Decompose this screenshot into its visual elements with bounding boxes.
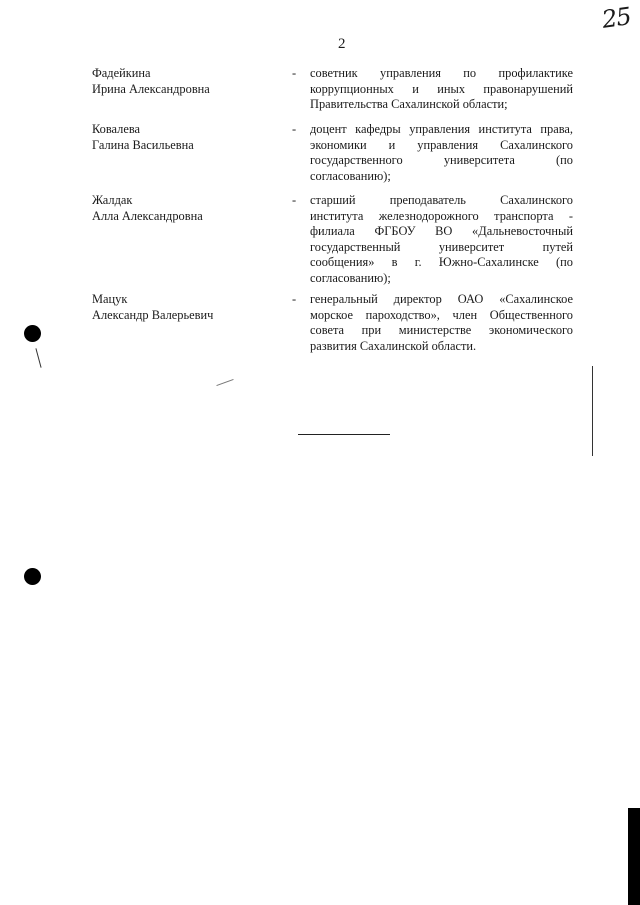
position-line: старший преподаватель Сахалинского: [310, 193, 573, 207]
position-line: государственный университет путей: [310, 239, 573, 254]
member-name: [92, 292, 282, 323]
member-given-names: Александр Валерьевич: [92, 307, 214, 322]
member-given-names: Алла Александровна: [92, 208, 203, 223]
position-line: филиала ФГБОУ ВО «Дальневосточный: [310, 224, 573, 238]
position-line: экономики и управления Сахалинского: [310, 137, 573, 152]
member-given-names: Галина Васильевна: [92, 137, 194, 152]
scan-edge-line: [592, 366, 593, 456]
position-line: развития Сахалинской области.: [310, 338, 477, 353]
position-line: совета при министерстве экономического: [310, 323, 573, 337]
scan-speck: [35, 348, 41, 368]
position-line: согласованию);: [310, 270, 391, 285]
position-line: морское пароходство», член Общественного: [310, 307, 573, 322]
member-name: [92, 66, 282, 97]
entry-dash: -: [292, 292, 297, 306]
position-line: доцент кафедры управления института права,: [310, 122, 573, 136]
member-surname: Мацук: [92, 292, 128, 306]
member-surname: Ковалева: [92, 122, 141, 136]
position-line: согласованию);: [310, 168, 391, 183]
member-surname: Жалдак: [92, 193, 133, 207]
position-line: Правительства Сахалинской области;: [310, 97, 508, 111]
member-name: [92, 193, 282, 224]
position-line: советник управления по профилактике: [310, 66, 573, 80]
entry-dash: -: [292, 193, 297, 207]
punch-hole-mark: [24, 568, 41, 585]
member-name: [92, 122, 282, 153]
position-line: коррупционных и иных правонарушений: [310, 81, 573, 96]
punch-hole-mark: [24, 325, 41, 342]
position-line: сообщения» в г. Южно-Сахалинске (по: [310, 255, 573, 269]
member-surname: Фадейкина: [92, 66, 151, 80]
member-given-names: Ирина Александровна: [92, 81, 210, 96]
handwritten-page-number: 25: [600, 2, 633, 34]
member-position: [310, 292, 573, 354]
entry-dash: -: [292, 122, 297, 136]
member-position: [310, 66, 573, 113]
position-line: генеральный директор ОАО «Сахалинское: [310, 292, 573, 306]
end-of-list-rule: [298, 434, 390, 435]
scan-edge-mark: [628, 808, 640, 905]
member-position: [310, 193, 573, 286]
scan-speck: [216, 379, 233, 386]
entry-dash: -: [292, 66, 297, 80]
position-line: государственного университета (по: [310, 153, 573, 167]
page-number: 2: [338, 36, 346, 52]
member-position: [310, 122, 573, 184]
position-line: института железнодорожного транспорта -: [310, 208, 573, 223]
